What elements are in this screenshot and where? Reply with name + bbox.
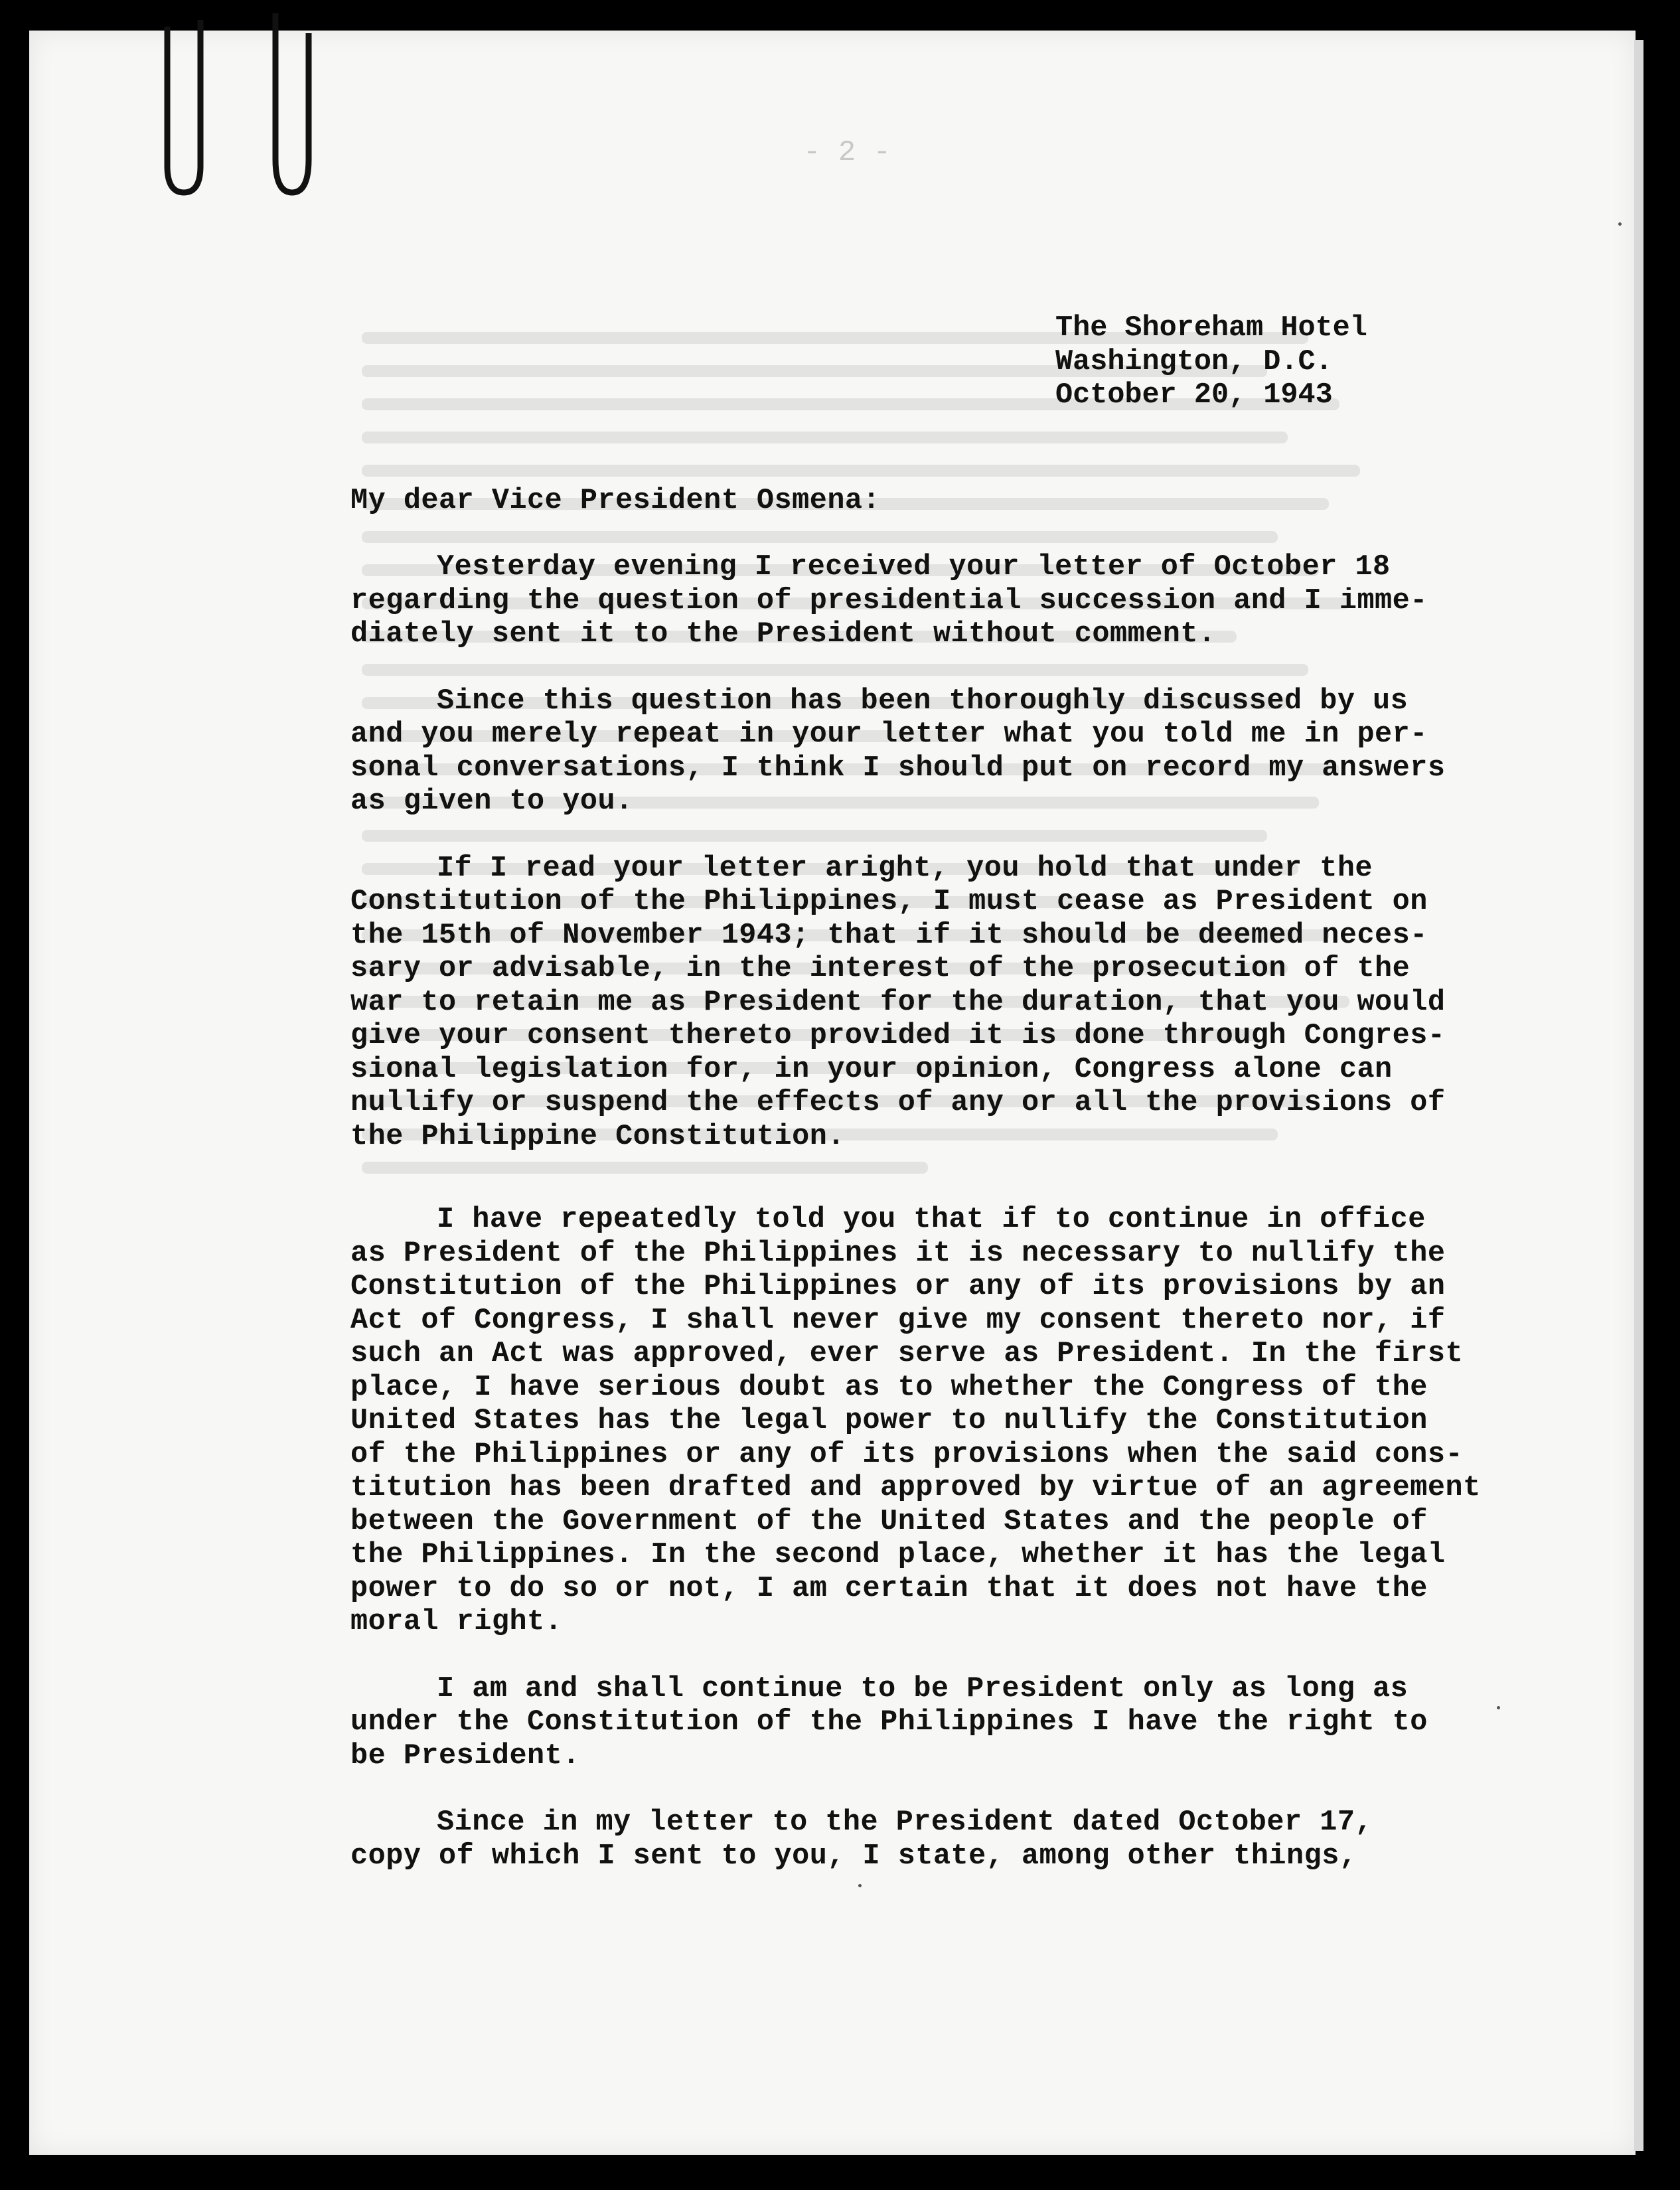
text-line: Constitution of the Philippines, I must cease as President on: [350, 886, 1428, 918]
paragraph: [350, 1806, 1452, 1873]
text-line: Constitution of the Philippines or any of its provisions by an: [350, 1271, 1446, 1303]
text-line: sary or advisable, in the interest of the prosecution of the: [350, 953, 1411, 985]
page-edge: [1634, 40, 1643, 2151]
text-line: United States has the legal power to nullify the Constitution: [350, 1405, 1428, 1437]
text-line: between the Government of the United States and the people of: [350, 1505, 1428, 1538]
text-line: under the Constitution of the Philippines I have the right to: [350, 1706, 1428, 1739]
letterhead-line: The Shoreham Hotel: [1055, 312, 1367, 345]
paragraph: [350, 551, 1452, 652]
letterhead-line: Washington, D.C.: [1055, 345, 1333, 378]
text-line: diately sent it to the President without comment.: [350, 618, 1216, 651]
text-line: and you merely repeat in your letter what you told me in per-: [350, 718, 1428, 751]
page-number: - 2 -: [803, 136, 891, 169]
paperclip-icon: [262, 0, 322, 199]
text-line: Since in my letter to the President dated October 17,: [437, 1806, 1373, 1839]
text-line: sional legislation for, in your opinion, Congress alone can: [350, 1053, 1393, 1086]
paragraph: [350, 1673, 1452, 1774]
text-line: the Philippine Constitution.: [350, 1120, 845, 1153]
scan-speck: [1618, 222, 1622, 226]
text-line: titution has been drafted and approved by virtue of an agreement: [350, 1472, 1481, 1504]
text-line: power to do so or not, I am certain that it does not have the: [350, 1572, 1428, 1605]
text-line: I have repeatedly told you that if to continue in office: [437, 1204, 1426, 1236]
text-line: as President of the Philippines it is necessary to nullify the: [350, 1237, 1446, 1270]
text-line: If I read your letter aright, you hold that under the: [437, 852, 1373, 885]
scan-speck: [858, 1884, 862, 1887]
paragraph: [350, 685, 1452, 819]
text-line: nullify or suspend the effects of any or all the provisions of: [350, 1087, 1446, 1119]
text-line: place, I have serious doubt as to whether the Congress of the: [350, 1371, 1428, 1404]
letter-body: [350, 551, 1481, 1907]
paragraph: [350, 1204, 1481, 1640]
text-line: regarding the question of presidential succession and I imme-: [350, 584, 1428, 617]
text-line: Since this question has been thoroughly discussed by us: [437, 684, 1409, 718]
salutation: My dear Vice President Osmena:: [350, 485, 881, 517]
text-line: moral right.: [350, 1606, 563, 1638]
paragraph: [350, 852, 1452, 1154]
text-line: Act of Congress, I shall never give my consent thereto nor, if: [350, 1304, 1446, 1337]
text-line: such an Act was approved, ever serve as President. In the first: [350, 1338, 1464, 1370]
letterhead: [1055, 312, 1367, 413]
text-line: of the Philippines or any of its provisions when the said cons-: [350, 1438, 1464, 1471]
scan-speck: [1497, 1706, 1500, 1709]
text-line: sonal conversations, I think I should put on record my answers: [350, 751, 1446, 785]
text-line: I am and shall continue to be President only as long as: [437, 1672, 1409, 1705]
paperclip-icon: [154, 0, 214, 199]
text-line: be President.: [350, 1739, 580, 1772]
text-line: the 15th of November 1943; that if it should be deemed neces-: [350, 919, 1428, 952]
text-line: as given to you.: [350, 785, 633, 818]
letterhead-line: October 20, 1943: [1055, 379, 1333, 412]
text-line: war to retain me as President for the duration, that you would: [350, 986, 1446, 1019]
text-line: copy of which I sent to you, I state, among other things,: [350, 1839, 1357, 1873]
text-line: give your consent thereto provided it is done through Congres-: [350, 1020, 1446, 1052]
text-line: the Philippines. In the second place, whether it has the legal: [350, 1539, 1446, 1571]
text-line: Yesterday evening I received your letter of October 18: [437, 551, 1391, 584]
